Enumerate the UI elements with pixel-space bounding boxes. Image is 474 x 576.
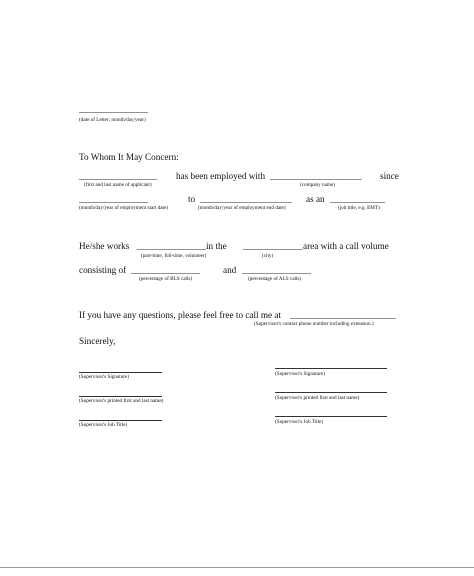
right-signature-line	[275, 368, 387, 369]
company-name-blank: ____________________	[270, 171, 362, 181]
phone-caption: (Supervisor's contact phone number including extension.)	[254, 321, 374, 327]
questions-text: If you have any questions, please feel free to call me at	[79, 310, 282, 320]
left-name-line	[79, 396, 162, 397]
employment-type-blank: _______________	[137, 241, 206, 251]
bls-blank: _______________	[131, 265, 200, 275]
applicant-name-caption: (first and last name of applicant)	[84, 182, 152, 188]
right-signature-caption: (Supervisor's Signature)	[275, 371, 326, 377]
phone-blank: _______________________	[290, 310, 396, 320]
als-caption: (percentage of ALS calls)	[248, 276, 302, 282]
as-an-text: as an	[306, 194, 325, 204]
applicant-name-blank: _________________	[79, 171, 158, 181]
consisting-of-text: consisting of	[79, 265, 127, 275]
left-signature-caption: (Supervisor's Signature)	[79, 374, 130, 380]
left-signature-line	[79, 372, 162, 373]
right-name-line	[275, 392, 387, 393]
left-name-caption: (Supervisor's printed first and last name)	[79, 398, 164, 404]
city-blank: _____________	[243, 241, 303, 251]
bls-caption: (percentage of BLS calls)	[139, 276, 193, 282]
area-call-volume-text: area with a call volume	[303, 241, 389, 251]
start-date-blank: _______________	[79, 194, 148, 204]
right-title-line	[275, 416, 387, 417]
end-date-blank: ____________________	[200, 194, 292, 204]
job-title-caption: (job title, e.g. EMT)	[338, 205, 380, 211]
date-line: _______________	[79, 104, 148, 114]
job-title-blank: ____________	[330, 194, 386, 204]
date-caption: (date of Letter; month/day/year)	[79, 117, 146, 123]
right-title-caption: (Supervisor's Job Title)	[275, 419, 324, 425]
works-text: He/she works	[79, 241, 130, 251]
company-name-caption: (company name)	[300, 182, 336, 188]
since-text: since	[380, 171, 399, 181]
als-blank: _______________	[242, 265, 311, 275]
salutation: To Whom It May Concern:	[79, 152, 179, 162]
closing: Sincerely,	[79, 336, 116, 346]
right-name-caption: (Supervisor's printed first and last name)	[275, 395, 360, 401]
left-title-line	[79, 420, 162, 421]
and-text: and	[223, 265, 237, 275]
start-date-caption: (month/day/year of employment start date)	[79, 205, 169, 211]
left-title-caption: (Supervisor's Job Title)	[79, 422, 128, 428]
page-bottom-rule	[0, 567, 474, 568]
city-caption: (city)	[262, 253, 274, 259]
to-text: to	[188, 194, 196, 204]
end-date-caption: (month/day/year of employment end date)	[198, 205, 286, 211]
employed-with-text: has been employed with	[176, 171, 266, 181]
employment-type-caption: (part-time, full-time, volunteer)	[141, 253, 207, 259]
in-the-text: in the	[206, 241, 227, 251]
